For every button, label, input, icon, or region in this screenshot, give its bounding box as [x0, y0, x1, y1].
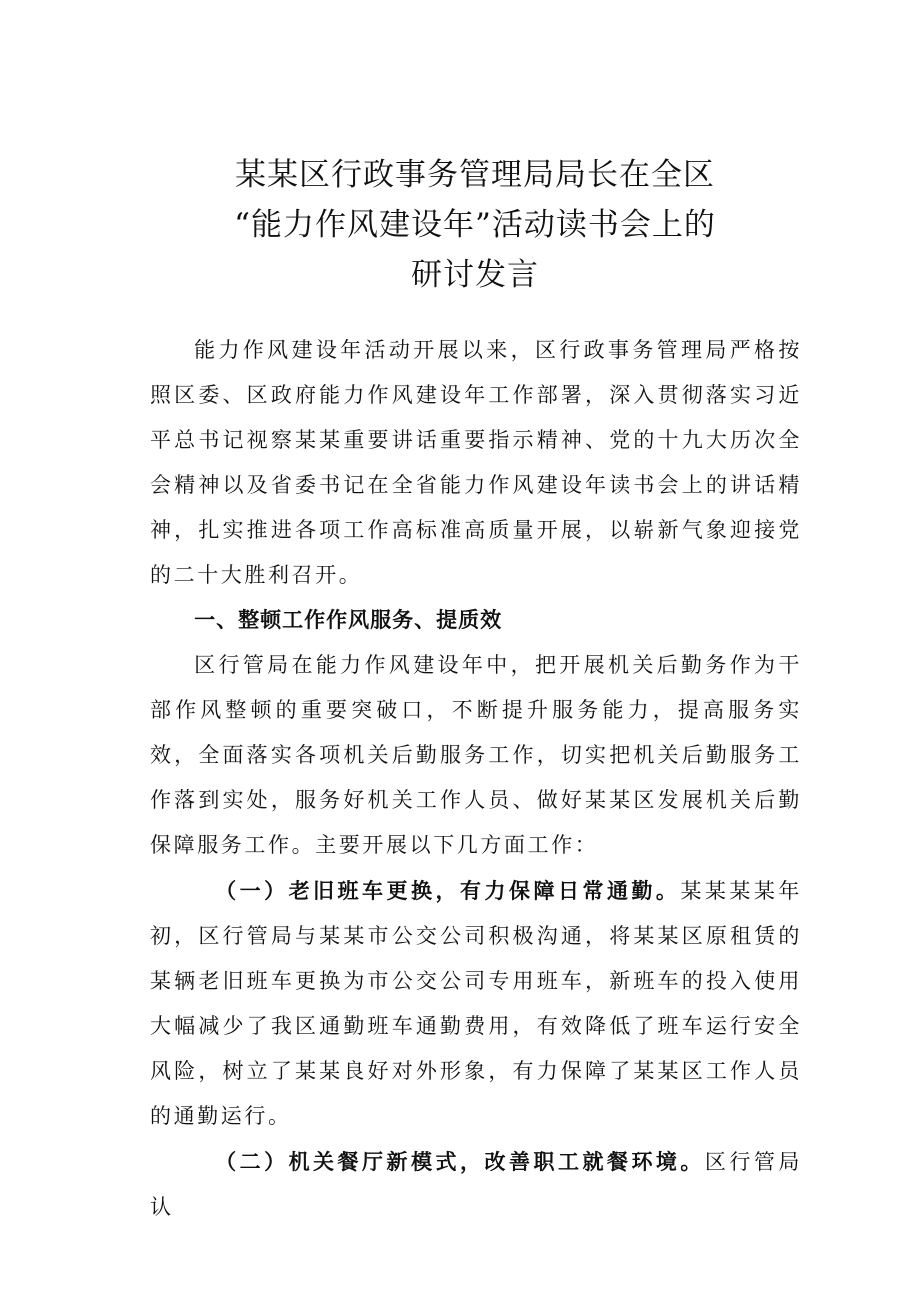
item-1-paragraph [150, 868, 802, 1139]
item-2-text: 区行管局认 [150, 1150, 802, 1219]
item-2-lead: （二）机关餐厅新模式，改善职工就餐环境。 [215, 1149, 705, 1174]
title-line-2: “能力作风建设年”活动读书会上的 [234, 207, 716, 243]
document-title [150, 150, 800, 300]
title-line-3: 研讨发言 [411, 257, 539, 293]
title-line-1: 某某区行政事务管理局局长在全区 [235, 157, 715, 193]
document-body [150, 328, 802, 1230]
item-1-text: 某某某某年初，区行管局与某某市公交公司积极沟通，将某某区原租赁的某辆老旧班车更换为市公交公司专用班车，新班车的投入使用大幅减少了我区通勤班车通勤费用，有效降低了班车运行安全风险，树立了某某良好对外形象，有力保障了某某区工作人员的通勤运行。 [150, 879, 803, 1128]
section-heading-1: 一、整顿工作作风服务、提质效 [194, 608, 503, 632]
item-2-paragraph [150, 1139, 802, 1230]
item-1-lead: （一）老旧班车更换，有力保障日常通勤。 [215, 878, 681, 903]
intro-paragraph: 能力作风建设年活动开展以来，区行政事务管理局严格按照区委、区政府能力作风建设年工作部署，深入贯彻落实习近平总书记视察某某重要讲话重要指示精神、党的十九大历次全会精神以及省委书记在全省能力作风建设年读书会上的讲话精神，扎实推进各项工作高标准高质量开展，以崭新气象迎接党的二十大胜利召开。 [150, 338, 802, 587]
section-1-paragraph: 区行管局在能力作风建设年中，把开展机关后勤务作为干部作风整顿的重要突破口，不断提升服务能力，提高服务实效，全面落实各项机关后勤服务工作，切实把机关后勤服务工作落到实处，服务好机关工作人员、做好某某区发展机关后勤保障服务工作。主要开展以下几方面工作： [150, 653, 802, 857]
